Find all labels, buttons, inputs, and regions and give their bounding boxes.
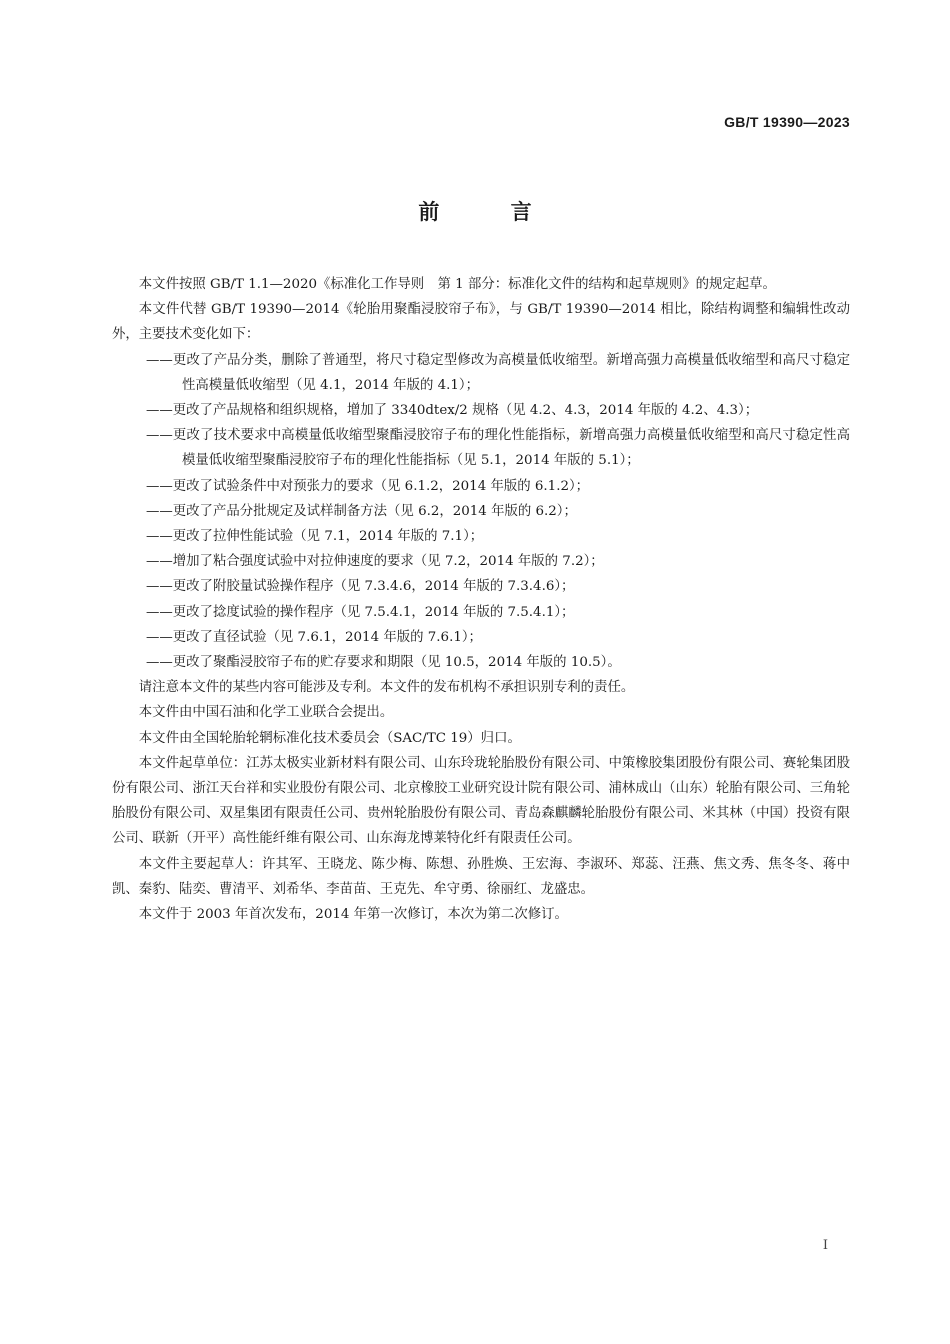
intro-paragraph: 本文件按照 GB/T 1.1—2020《标准化工作导则 第 1 部分：标准化文件的结构和起草规则》的规定起草。 xyxy=(138,277,776,292)
drafters: 本文件主要起草人：许其军、王晓龙、陈少梅、陈想、孙胜焕、王宏海、李淑环、郑蕊、汪燕、焦文秀、焦冬冬、蒋中凯、秦豹、陆奕、曹清平、刘希华、李苗苗、王克先、牟守勇、徐丽红、龙盛忠。 xyxy=(112,856,850,897)
change-item: ——更改了捻度试验的操作程序（见 7.5.4.1，2014 年版的 7.5.4.1）； xyxy=(146,604,575,620)
proposer-statement: 本文件由中国石油和化学工业联合会提出。 xyxy=(138,705,394,721)
change-item: ——更改了产品分类，删除了普通型，将尺寸稳定型修改为高模量低收缩型。新增高强力高模量低收缩型和高尺寸稳定性高模量低收缩型（见 4.1，2014 年版的 4.1）； xyxy=(146,352,850,393)
change-item: ——更改了附胶量试验操作程序（见 7.3.4.6，2014 年版的 7.3.4.6）； xyxy=(146,579,575,595)
committee-statement: 本文件由全国轮胎轮辋标准化技术委员会（SAC/TC 19）归口。 xyxy=(138,730,521,746)
change-item: ——增加了粘合强度试验中对拉伸速度的要求（见 7.2，2014 年版的 7.2）； xyxy=(146,554,604,570)
publication-history: 本文件于 2003 年首次发布，2014 年第一次修订，本次为第二次修订。 xyxy=(138,907,568,923)
change-item: ——更改了技术要求中高模量低收缩型聚酯浸胶帘子布的理化性能指标，新增高强力高模量低收缩型和高尺寸稳定性高模量低收缩型聚酯浸胶帘子布的理化性能指标（见 5.1，2014 年版的 5.1）； xyxy=(146,428,850,469)
change-item: ——更改了拉伸性能试验（见 7.1，2014 年版的 7.1）； xyxy=(146,529,484,545)
standard-code: GB/T 19390—2023 xyxy=(724,114,850,130)
change-item: ——更改了聚酯浸胶帘子布的贮存要求和期限（见 10.5，2014 年版的 10.5）。 xyxy=(146,655,621,671)
change-item: ——更改了直径试验（见 7.6.1，2014 年版的 7.6.1）； xyxy=(146,629,482,645)
page-title: 前 言 xyxy=(418,200,564,224)
change-item: ——更改了产品分批规定及试样制备方法（见 6.2，2014 年版的 6.2）； xyxy=(146,503,577,519)
change-item: ——更改了试验条件中对预张力的要求（见 6.1.2，2014 年版的 6.1.2）； xyxy=(146,478,590,494)
intro-paragraph: 本文件代替 GB/T 19390—2014《轮胎用聚酯浸胶帘子布》，与 GB/T 19390—2014 相比，除结构调整和编辑性改动外，主要技术变化如下： xyxy=(112,302,850,343)
drafting-units: 本文件起草单位：江苏太极实业新材料有限公司、山东玲珑轮胎股份有限公司、中策橡胶集团股份有限公司、赛轮集团股份有限公司、浙江天台祥和实业股份有限公司、北京橡胶工业研究设计院有限公司、浦林成山（山东）轮胎有限公司、三角轮胎股份有限公司、双星集团有限责任公司、贵州轮胎股份有限公司、青岛森麒麟轮胎股份有限公司、米其林（中国）投资有限公司、联新（开平）高性能纤维有限公司、山东海龙博莱特化纤有限责任公司。 xyxy=(112,755,850,847)
foreword-body xyxy=(112,272,850,927)
page-number: I xyxy=(822,1238,828,1253)
change-item: ——更改了产品规格和组织规格，增加了 3340dtex/2 规格（见 4.2、4.3，2014 年版的 4.2、4.3）； xyxy=(146,403,759,419)
patent-notice: 请注意本文件的某些内容可能涉及专利。本文件的发布机构不承担识别专利的责任。 xyxy=(138,680,635,696)
